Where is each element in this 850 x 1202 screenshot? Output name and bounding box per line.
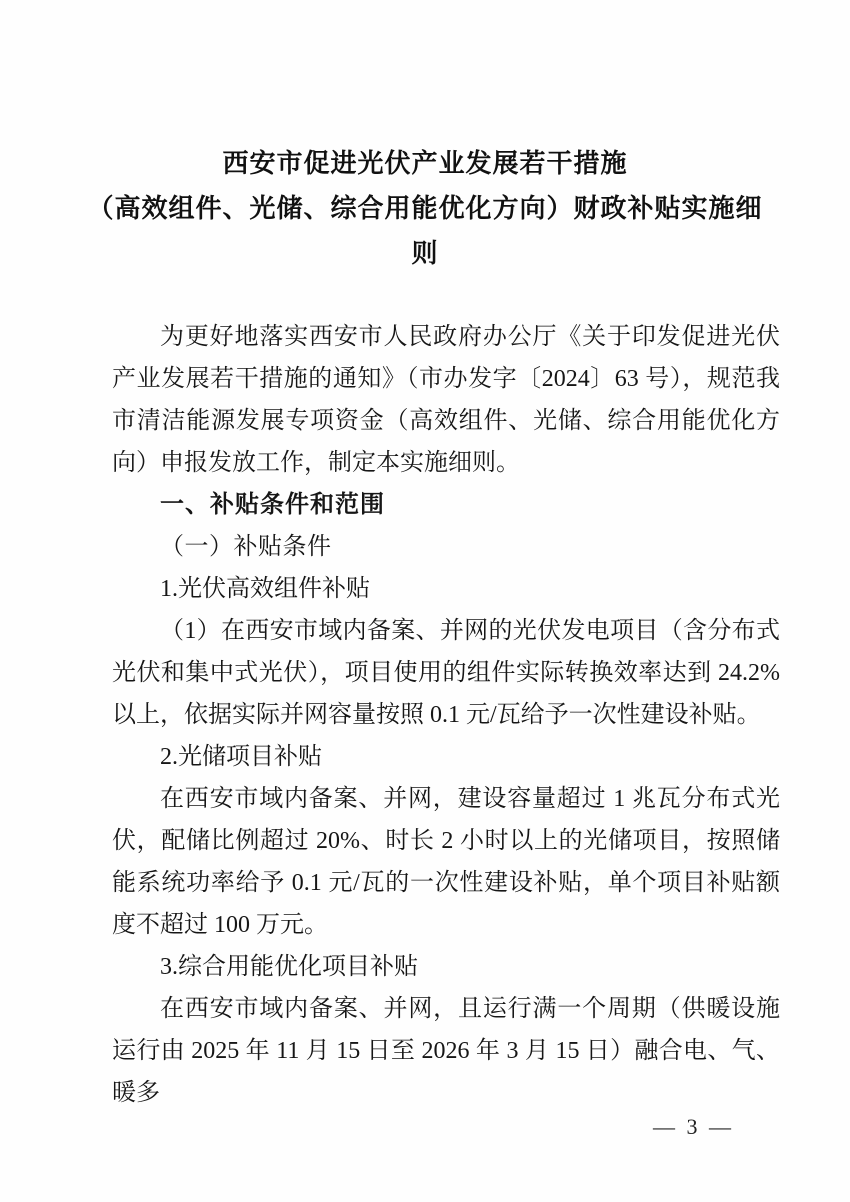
clause-heading-1: 1.光伏高效组件补贴 xyxy=(160,576,370,602)
section-heading-1: 一、补贴条件和范围 xyxy=(160,491,385,518)
page-number: — 3 — xyxy=(653,1114,734,1139)
intro-paragraph: 为更好地落实西安市人民政府办公厅《关于印发促进光伏产业发展若干措施的通知》（市办发字〔2024〕63 号），规范我市清洁能源发展专项资金（高效组件、光储、综合用能优化方向）申报发放工作，制定本实施细则。 xyxy=(112,324,780,476)
clause-heading-2: 2.光储项目补贴 xyxy=(160,744,322,770)
page-footer xyxy=(653,1114,734,1140)
title-line-2: （高效组件、光储、综合用能优化方向）财政补贴实施细 xyxy=(87,194,763,223)
clause-paragraph-1: （1）在西安市域内备案、并网的光伏发电项目（含分布式光伏和集中式光伏），项目使用的组件实际转换效率达到 24.2%以上，依据实际并网容量按照 0.1 元/瓦给予一次性建设补贴。 xyxy=(112,618,780,728)
document-body xyxy=(112,316,780,1114)
document-title xyxy=(84,141,766,276)
title-line-3: 则 xyxy=(411,239,439,268)
title-line-1: 西安市促进光伏产业发展若干措施 xyxy=(222,149,628,178)
clause-heading-3: 3.综合用能优化项目补贴 xyxy=(160,954,418,980)
clause-paragraph-2: 在西安市域内备案、并网，建设容量超过 1 兆瓦分布式光伏，配储比例超过 20%、时长 2 小时以上的光储项目，按照储能系统功率给予 0.1 元/瓦的一次性建设补贴，单个项目补贴额度不超过 100 万元。 xyxy=(112,786,780,938)
subsection-heading-1-1: （一）补贴条件 xyxy=(160,534,332,560)
clause-paragraph-3: 在西安市域内备案、并网，且运行满一个周期（供暖设施运行由 2025 年 11 月 15 日至 2026 年 3 月 15 日）融合电、气、暖多 xyxy=(112,996,780,1106)
